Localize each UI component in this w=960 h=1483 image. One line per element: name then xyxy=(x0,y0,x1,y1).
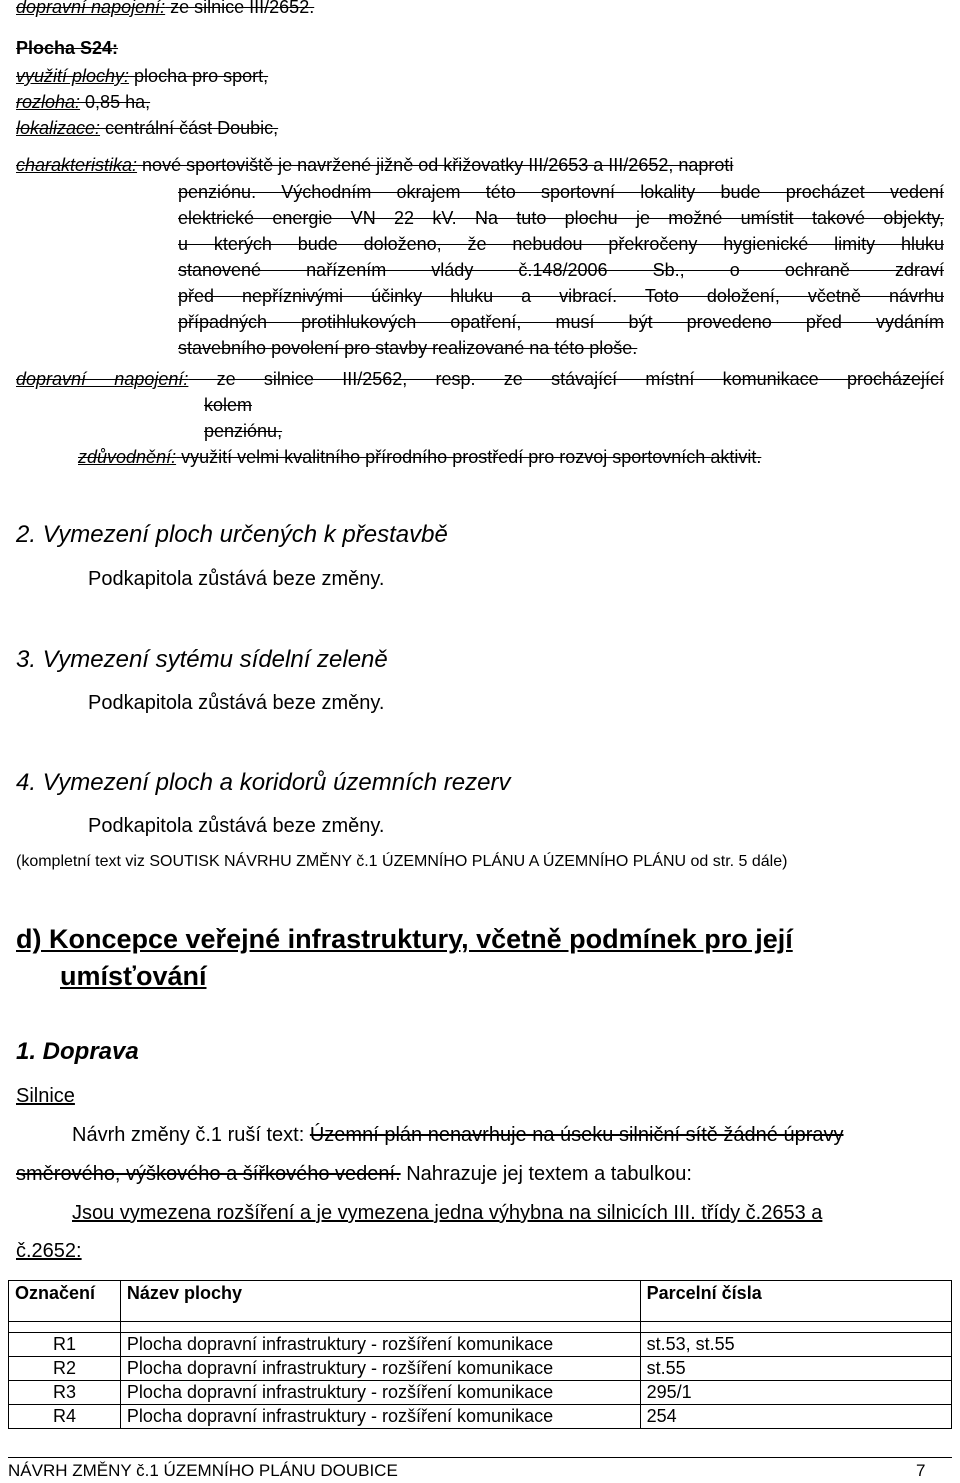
table-row xyxy=(9,1357,952,1381)
charakteristika-line8: stavebního povolení pro stavby realizované na této ploše. xyxy=(178,338,638,358)
section-2-text: Podkapitola zůstává beze změny. xyxy=(88,568,385,590)
table-cell-code: R4 xyxy=(9,1405,121,1429)
doprava-napojeni-line2: kolem xyxy=(204,395,253,415)
charakteristika-line6: před nepříznivými účinky hluku a vibrací. Toto doložení, včetně návrhu xyxy=(178,286,944,306)
table-cell-code: R2 xyxy=(9,1357,121,1381)
table-cell-name: Plocha dopravní infrastruktury - rozšíření komunikace xyxy=(120,1333,640,1357)
chapter-d-title-line1: d) Koncepce veřejné infrastruktury, včetně podmínek pro její xyxy=(16,924,793,954)
paragraph-1-deleted-a: Územní plán nenavrhuje na úseku silniční sítě žádné úpravy xyxy=(309,1124,844,1146)
vyuziti-text: plocha pro sport, xyxy=(129,66,269,86)
rozloha-line xyxy=(16,89,150,115)
table-cell-parcels: st.53, st.55 xyxy=(640,1333,951,1357)
section-4-text: Podkapitola zůstává beze změny. xyxy=(88,815,385,837)
section-3-text: Podkapitola zůstává beze změny. xyxy=(88,692,385,714)
zduvodneni-label: zdůvodnění: xyxy=(78,447,177,467)
charakteristika-line5: stanovené nařízením vlády č.148/2006 Sb., o ochraně zdraví xyxy=(178,260,944,280)
doprava-napojeni-text: ze silnice III/2562, resp. ze stávající místní komunikace procházející xyxy=(188,369,944,389)
doprava-napojeni-line3: penziónu, xyxy=(204,421,283,441)
charakteristika-line7: případných protihlukových opatření, musí být provedeno před vydáním xyxy=(178,312,944,332)
table-cell-parcels: 254 xyxy=(640,1405,951,1429)
section-4-title xyxy=(16,769,510,797)
table-row xyxy=(9,1381,952,1405)
rozloha-label: rozloha: xyxy=(16,92,81,112)
zduvodneni-line xyxy=(78,444,761,470)
doprava-text: ze silnice III/2652. xyxy=(165,0,315,17)
charakteristika-label: charakteristika: xyxy=(16,155,138,175)
charakteristika-line2: penziónu. Východním okrajem této sportovní lokality bude procházet vedení xyxy=(178,182,944,202)
footer-divider xyxy=(8,1457,952,1458)
doprava-label: dopravní napojení: xyxy=(16,0,166,17)
table-spacer-row xyxy=(9,1322,952,1333)
paragraph-1-tail: Nahrazuje jej textem a tabulkou: xyxy=(400,1163,692,1185)
doprava-napojeni-label: dopravní napojení: xyxy=(16,369,189,389)
previous-doprava-line xyxy=(16,0,314,20)
lokalizace-line xyxy=(16,115,278,141)
footer-title: NÁVRH ZMĚNY č.1 ÚZEMNÍHO PLÁNU DOUBICE xyxy=(8,1461,398,1480)
doprava-napojeni-line1 xyxy=(16,366,944,392)
silnice-heading: Silnice xyxy=(16,1085,75,1107)
table-cell-name: Plocha dopravní infrastruktury - rozšíření komunikace xyxy=(120,1381,640,1405)
table-cell-name: Plocha dopravní infrastruktury - rozšíření komunikace xyxy=(120,1405,640,1429)
table-header-nazev: Název plochy xyxy=(120,1281,640,1322)
paragraph-2-line1: Jsou vymezena rozšíření a je vymezena jedna výhybna na silnicích III. třídy č.2653 a xyxy=(72,1202,823,1224)
lokalizace-label: lokalizace: xyxy=(16,118,101,138)
doprava-subtitle-text: 1. Doprava xyxy=(16,1038,139,1065)
table-cell-parcels: st.55 xyxy=(640,1357,951,1381)
doprava-subtitle xyxy=(16,1038,139,1066)
section-4-note: (kompletní text viz SOUTISK NÁVRHU ZMĚNY č.1 ÚZEMNÍHO PLÁNU A ÚZEMNÍHO PLÁNU od str. 5 dále) xyxy=(16,853,788,870)
section-2-title xyxy=(16,521,448,549)
vyuziti-label: využití plochy: xyxy=(16,66,130,86)
paragraph-1-deleted-b: směrového, výškového a šířkového vedení. xyxy=(16,1163,401,1185)
rozloha-text: 0,85 ha, xyxy=(80,92,151,112)
plochy-table xyxy=(8,1280,952,1429)
charakteristika-text: nové sportoviště je navržené jižně od křižovatky III/2653 a III/2652, naproti xyxy=(137,155,734,175)
lokalizace-text: centrální část Doubic, xyxy=(100,118,279,138)
charakteristika-line1 xyxy=(16,152,733,178)
section-3-title xyxy=(16,646,388,674)
table-header-row xyxy=(9,1281,952,1322)
paragraph-1-line2 xyxy=(16,1163,692,1186)
table-cell-parcels: 295/1 xyxy=(640,1381,951,1405)
section-2-title-text: 2. Vymezení ploch určených k přestavbě xyxy=(16,521,448,548)
table-header-parcelni: Parcelní čísla xyxy=(640,1281,951,1322)
table-row xyxy=(9,1333,952,1357)
paragraph-2-line2: č.2652: xyxy=(16,1240,82,1262)
paragraph-1-normal: Návrh změny č.1 ruší text: xyxy=(72,1124,310,1146)
section-3-title-text: 3. Vymezení sytému sídelní zeleně xyxy=(16,646,388,673)
table-cell-name: Plocha dopravní infrastruktury - rozšíření komunikace xyxy=(120,1357,640,1381)
section-4-title-text: 4. Vymezení ploch a koridorů územních rezerv xyxy=(16,769,511,796)
paragraph-1-line1 xyxy=(72,1124,844,1147)
charakteristika-line3: elektrické energie VN 22 kV. Na tuto plochu je možné umístit takové objekty, xyxy=(178,208,944,228)
charakteristika-line4: u kterých bude doloženo, že nebudou překročeny hygienické limity hluku xyxy=(178,234,944,254)
table-cell-code: R1 xyxy=(9,1333,121,1357)
plocha-s24-title: Plocha S24: xyxy=(16,38,119,58)
chapter-d-title-line2: umísťování xyxy=(60,961,207,991)
table-row xyxy=(9,1405,952,1429)
table-header-oznaceni: Označení xyxy=(9,1281,121,1322)
zduvodneni-text: využití velmi kvalitního přírodního prostředí pro rozvoj sportovních aktivit. xyxy=(176,447,762,467)
vyuziti-line xyxy=(16,63,268,89)
footer-page-number: 7 xyxy=(916,1461,926,1480)
table-cell-code: R3 xyxy=(9,1381,121,1405)
